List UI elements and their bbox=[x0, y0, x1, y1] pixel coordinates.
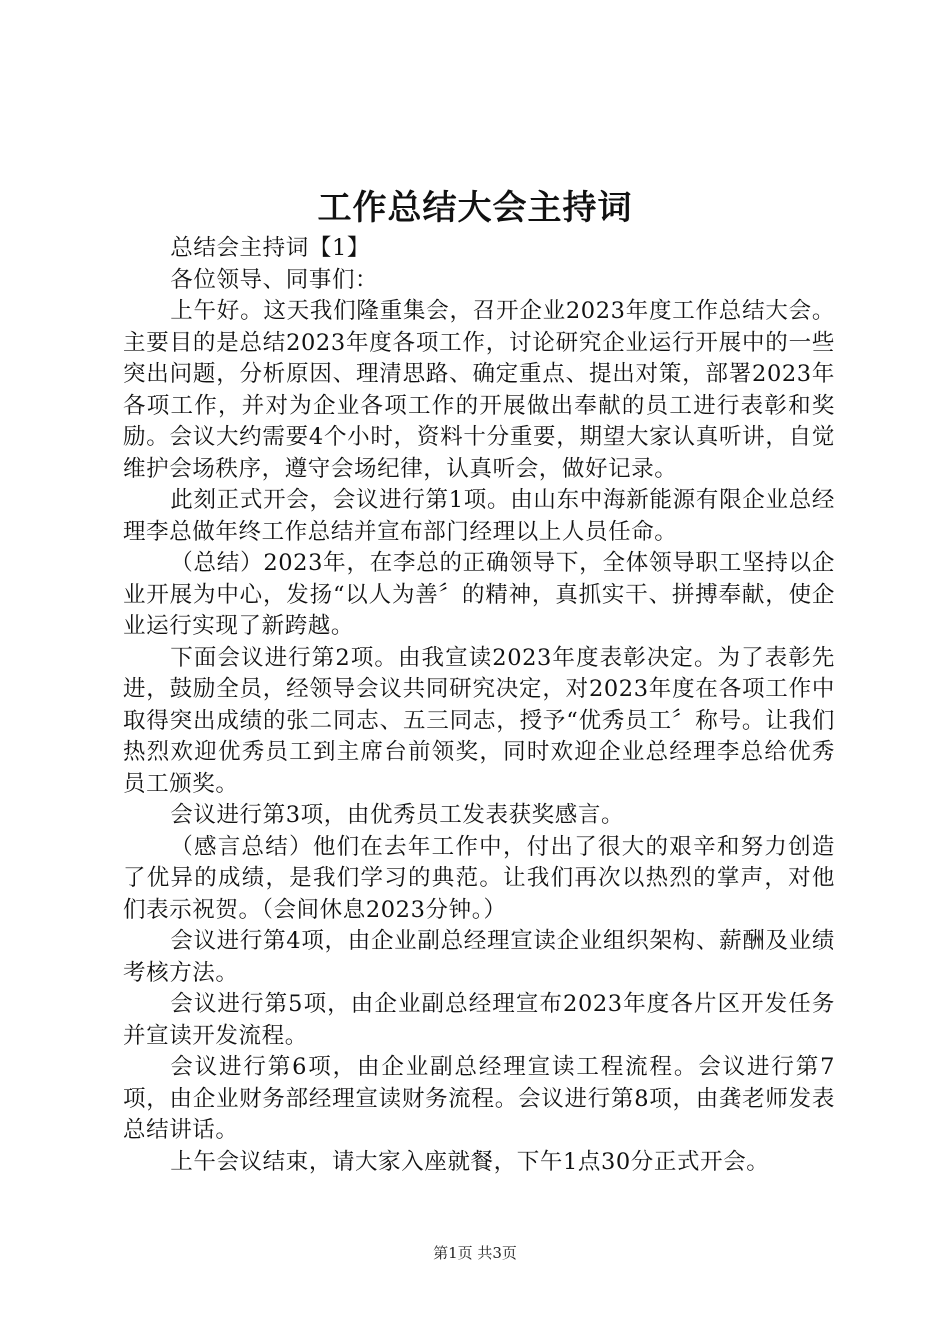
document-title: 工作总结大会主持词 bbox=[317, 188, 633, 228]
section-heading: 总结会主持词【1】 bbox=[170, 235, 370, 261]
document-body bbox=[123, 233, 835, 1178]
paragraph: （总结）2023年，在李总的正确领导下，全体领导职工坚持以企业开展为中心，发扬“以人为善〞的精神，真抓实干、拼搏奉献，使企业运行实现了新跨越。 bbox=[123, 550, 835, 639]
paragraph: 会议进行第5项，由企业副总经理宣布2023年度各片区开发任务并宣读开发流程。 bbox=[123, 991, 835, 1049]
paragraph: 上午会议结束，请大家入座就餐，下午1点30分正式开会。 bbox=[170, 1148, 770, 1175]
paragraph: 此刻正式开会，会议进行第1项。由山东中海新能源有限企业总经理李总做年终工作总结并宣布部门经理以上人员任命。 bbox=[123, 487, 835, 545]
paragraph: （感言总结）他们在去年工作中，付出了很大的艰辛和努力创造了优异的成绩，是我们学习的典范。让我们再次以热烈的掌声，对他们表示祝贺。（会间休息2023分钟。） bbox=[123, 833, 835, 923]
paragraph: 上午好。这天我们隆重集会，召开企业2023年度工作总结大会。主要目的是总结2023年度各项工作，讨论研究企业运行开展中的一些突出问题，分析原因、理清思路、确定重点、提出对策，部署2023年各项工作，并对为企业各项工作的开展做出奉献的员工进行表彰和奖励。会议大约需要4个小时，资料十分重要，期望大家认真听讲，自觉维护会场秩序，遵守会场纪律，认真听会，做好记录。 bbox=[123, 298, 835, 482]
paragraph: 会议进行第6项，由企业副总经理宣读工程流程。会议进行第7项，由企业财务部经理宣读财务流程。会议进行第8项，由龚老师发表总结讲话。 bbox=[123, 1054, 835, 1143]
salutation: 各位领导、同事们： bbox=[170, 266, 379, 293]
paragraph: 会议进行第3项，由优秀员工发表获奖感言。 bbox=[170, 802, 625, 828]
paragraph: 会议进行第4项，由企业副总经理宣读企业组织架构、薪酬及业绩考核方法。 bbox=[123, 928, 835, 986]
paragraph: 下面会议进行第2项。由我宣读2023年度表彰决定。为了表彰先进，鼓励全员，经领导会议共同研究决定，对2023年度在各项工作中取得突出成绩的张二同志、五三同志，授予“优秀员工〞称号。让我们热烈欢迎优秀员工到主席台前领奖，同时欢迎企业总经理李总给优秀员工颁奖。 bbox=[123, 644, 835, 797]
page-number-footer: 第1页 共3页 bbox=[433, 1244, 517, 1262]
